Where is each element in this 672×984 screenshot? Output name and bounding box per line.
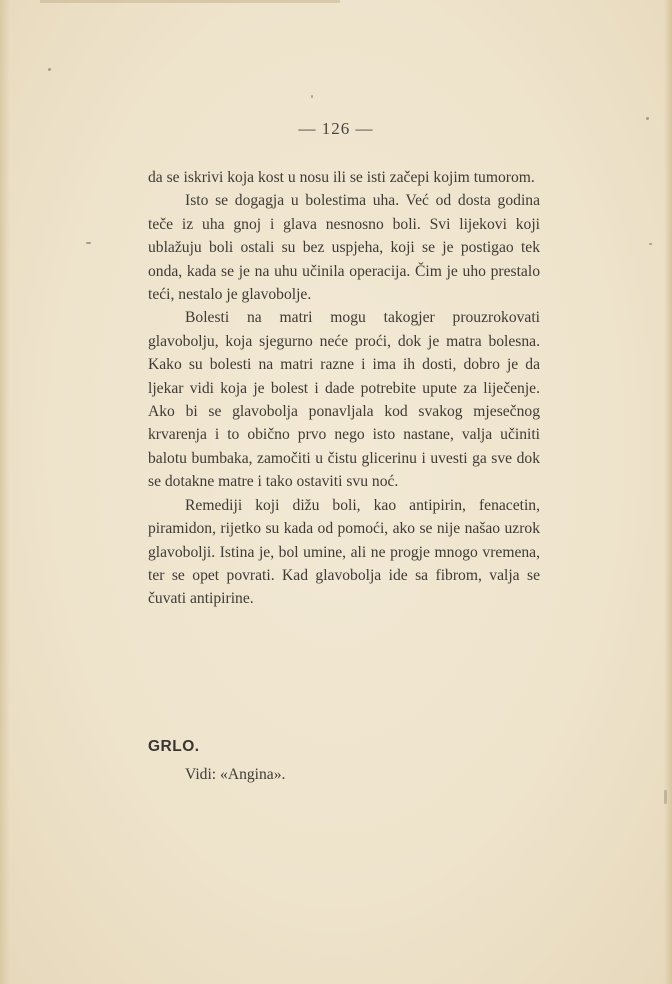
paragraph-uterus: Bolesti na matri mogu takogjer prouzrokovati glavobolju, koja sjegurno neće proći, dok je matra bolesna. Kako su bolesti na matri razne i ima ih dosti, dobro je da ljekar vidi koja je bolest i dade potrebite upute za liječenje. Ako bi se glavobolja ponavljala kod svakog mjesečnog krvarenja i to obično prvo nego isto nastane, valja učiniti balotu bumbaka, zamočiti u čistu glicerinu i uvesti ga sve dok se dotakne matre i tako ostaviti svu noć. bbox=[148, 309, 540, 491]
paragraph-remedies: Remediji koji dižu boli, kao antipirin, fenacetin, piramidon, rijetko su kada od pomoći, ako se nije našao uzrok glavobolji. Istina je, bol umine, ali ne progje mnogo vremena, ter se opet povrati. Kad glavobolja ide sa fibrom, valja se čuvati antipirine. bbox=[148, 496, 540, 608]
paragraph-ear: Isto se dogagja u bolestima uha. Već od dosta godina teče iz uha gnoj i glava nesnosno boli. Svi lijekovi koji ublažuju boli ostali su bez uspjeha, koji se je postigao tek onda, kada se je na uhu učinila operacija. Čim je uho prestalo teći, nestalo je glavobolje. bbox=[148, 192, 540, 304]
page-edge-right bbox=[664, 0, 672, 984]
page-top-mark bbox=[40, 0, 340, 3]
page-edge-left bbox=[0, 0, 10, 984]
print-speck bbox=[311, 95, 313, 98]
cross-reference: Vidi: «Angina». bbox=[185, 766, 286, 783]
body-text bbox=[148, 166, 540, 611]
print-speck bbox=[48, 68, 51, 71]
print-speck bbox=[646, 117, 649, 120]
section-heading: GRLO. bbox=[148, 738, 200, 755]
print-speck bbox=[649, 243, 652, 245]
print-speck bbox=[86, 242, 91, 244]
paragraph-continued: da se iskrivi koja kost u nosu ili se isti začepi kojim tumorom. bbox=[148, 169, 535, 186]
print-speck bbox=[664, 790, 667, 804]
page-number: — 126 — bbox=[298, 119, 374, 138]
